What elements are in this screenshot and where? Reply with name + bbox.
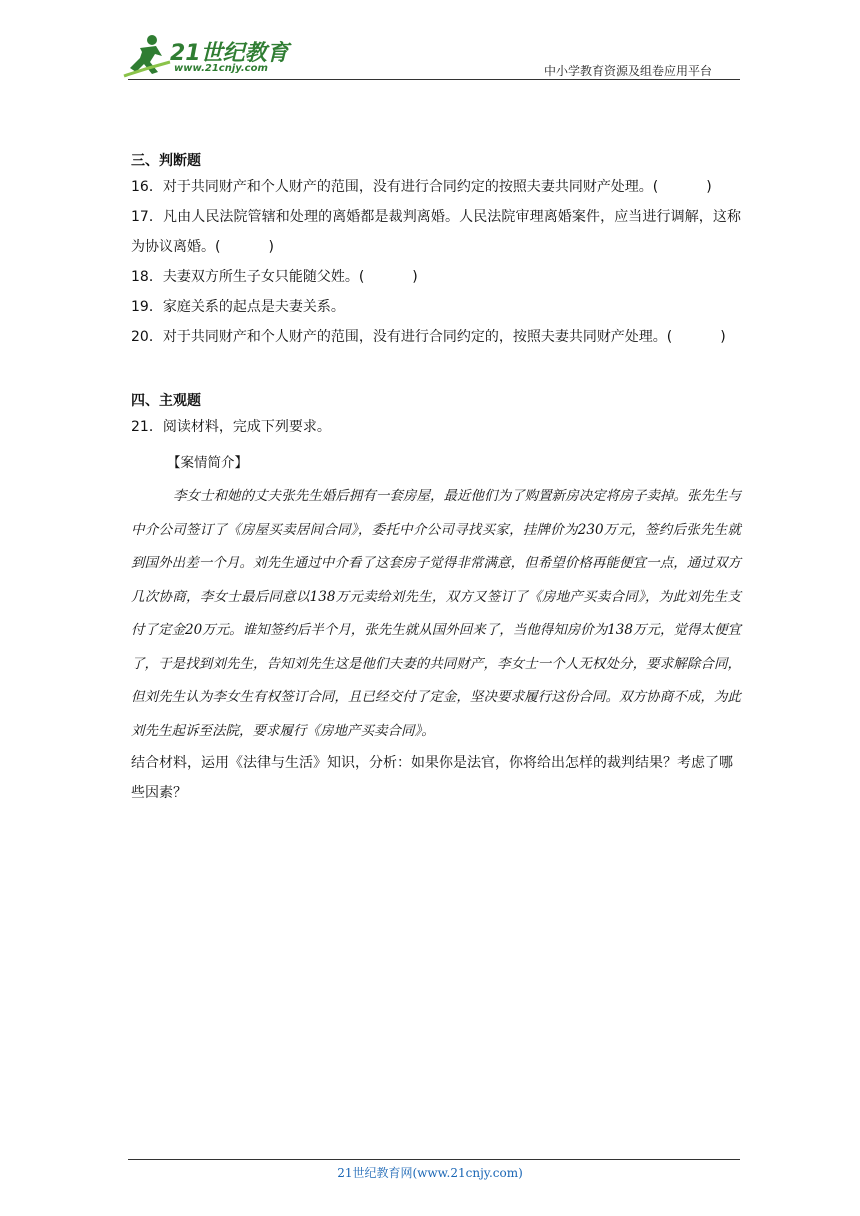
question-18-text: 18．夫妻双方所生子女只能随父姓。( xyxy=(131,269,365,285)
page-header xyxy=(0,0,860,90)
question-19-text: 19．家庭关系的起点是夫妻关系。 xyxy=(131,299,345,315)
runner-logo-icon xyxy=(122,32,172,78)
footer-divider xyxy=(128,1159,740,1160)
section-3-title: 三、判断题 xyxy=(131,153,201,169)
section-spacer xyxy=(131,352,741,390)
logo-url: www.21cnjy.com xyxy=(174,63,268,74)
document-body xyxy=(131,150,741,808)
footer-link[interactable]: 21世纪教育网(www.21cnjy.com) xyxy=(337,1166,523,1180)
question-18 xyxy=(131,262,741,292)
case-text: 李女士和她的丈夫张先生婚后拥有一套房屋，最近他们为了购置新房决定将房子卖掉。张先生与中介公司签订了《房屋买卖居间合同》，委托中介公司寻找买家，挂牌价为230万元，签约后张先生就到国外出差一个月。刘先生通过中介看了这套房子觉得非常满意，但希望价格再能便宜一点，通过双方几次协商，李女士最后同意以138万元卖给刘先生，双方又签订了《房地产买卖合同》，为此刘先生支付了定金20万元。谁知签约后半个月，张先生就从国外回来了，当他得知房价为138万元，觉得太便宜了，于是找到刘先生，告知刘先生这是他们夫妻的共同财产，李女士一个人无权处分，要求解除合同，但刘先生认为李女生有权签订合同，且已经交付了定金，坚决要求履行这份合同。双方协商不成，为此刘先生起诉至法院，要求履行《房地产买卖合同》。 xyxy=(131,488,741,739)
logo-text: 21世纪教育 xyxy=(170,41,289,66)
question-20 xyxy=(131,322,741,352)
section-4-title: 四、主观题 xyxy=(131,393,201,409)
question-19 xyxy=(131,292,741,322)
site-logo[interactable] xyxy=(122,32,292,80)
bracket-close: ) xyxy=(412,269,418,285)
question-17-text: 17．凡由人民法院管辖和处理的离婚都是裁判离婚。人民法院审理离婚案件，应当进行调解，这称为协议离婚。( xyxy=(131,209,741,255)
bracket-close: ) xyxy=(268,239,274,255)
question-16-text: 16．对于共同财产和个人财产的范围，没有进行合同约定的按照夫妻共同财产处理。( xyxy=(131,179,659,195)
question-21-task: 结合材料，运用《法律与生活》知识，分析：如果你是法官，你将给出怎样的裁判结果？考虑了哪些因素？ xyxy=(131,755,733,801)
question-16 xyxy=(131,172,741,202)
bracket-close: ) xyxy=(706,179,712,195)
bracket-close: ) xyxy=(720,329,726,345)
platform-tagline: 中小学教育资源及组卷应用平台 xyxy=(544,64,713,78)
header-divider xyxy=(128,79,740,80)
case-title: 【案情简介】 xyxy=(167,455,248,471)
question-21-intro: 21．阅读材料，完成下列要求。 xyxy=(131,419,331,435)
question-20-text: 20．对于共同财产和个人财产的范围，没有进行合同约定的，按照夫妻共同财产处理。( xyxy=(131,329,673,345)
question-17 xyxy=(131,202,741,262)
